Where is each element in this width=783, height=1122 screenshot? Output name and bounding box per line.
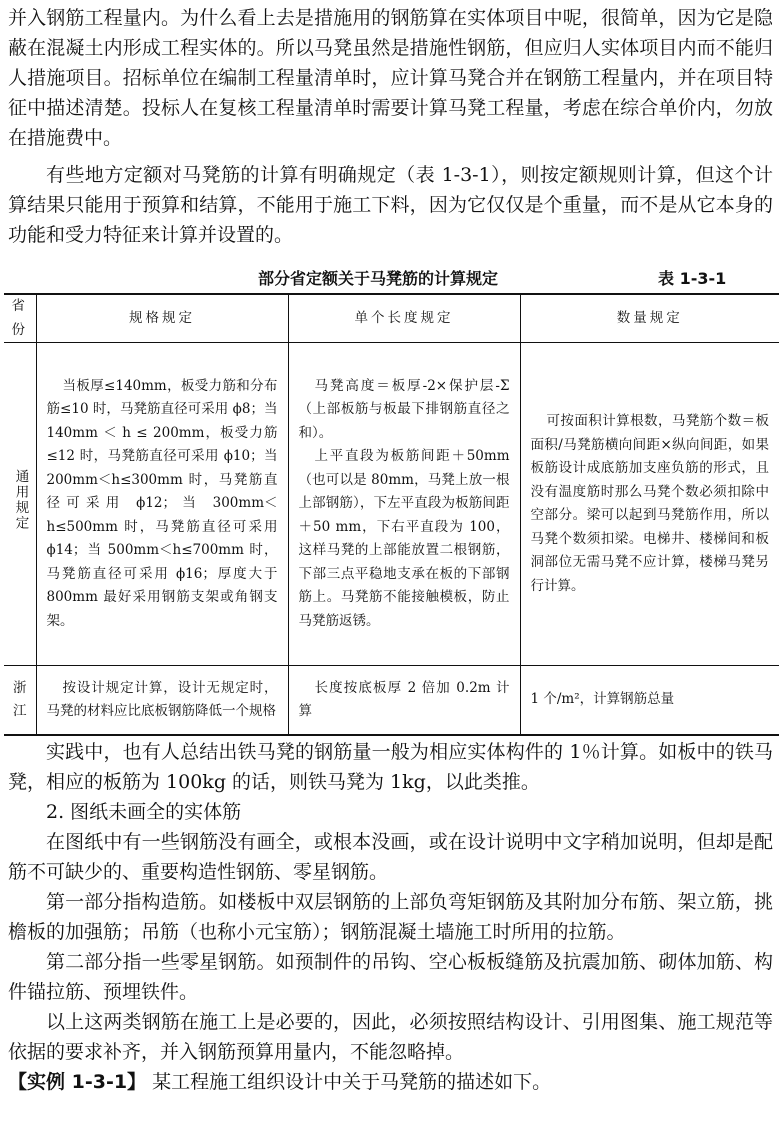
quantity-cell bbox=[520, 343, 779, 666]
table-title: 部分省定额关于马凳筋的计算规定 bbox=[258, 269, 499, 288]
table-row bbox=[4, 666, 779, 736]
quantity-text: 可按面积计算根数，马凳筋个数＝板面积/马凳筋横向间距×纵向间距，如果板筋设计成底筋加支座负筋的形式，且没有温度筋时那么马凳个数必须扣除中空部分。梁可以起到马凳筋作用，所以马凳个数须扣梁。电梯井、楼梯间和板洞部位无需马凳不应计算，楼梯马凳另行计算。 bbox=[530, 413, 769, 594]
body-paragraph: 并入钢筋工程量内。为什么看上去是措施用的钢筋算在实体项目中呢，很简单，因为它是隐蔽在混凝土内形成工程实体的。所以马凳虽然是措施性钢筋，但应归人实体项目内而不能归人措施项目。招标单位在编制工程量清单时，应计算马凳合并在钢筋工程量内，并在项目特征中描述清楚。投标人在复核工程量清单时需要计算马凳工程量，考虑在综合单价内，勿放在措施费中。 bbox=[8, 7, 773, 149]
rules-table bbox=[4, 293, 779, 736]
header-spec: 规格规定 bbox=[36, 294, 288, 343]
spec-text: 按设计规定计算，设计无规定时，马凳的材料应比底板钢筋降低一个规格 bbox=[46, 679, 278, 719]
example-text: 某工程施工组织设计中关于马凳筋的描述如下。 bbox=[146, 1071, 552, 1093]
length-text: 长度按底板厚 2 倍加 0.2m 计算 bbox=[298, 679, 510, 719]
example-paragraph bbox=[8, 1067, 773, 1097]
spec-cell bbox=[36, 666, 288, 736]
spec-text: 当板厚≤140mm，板受力筋和分布筋≤10 时，马凳筋直径可采用 ϕ8；当 140mm ＜ h ≤ 200mm，板受力筋≤12 时，马凳筋直径可采用 ϕ10；当 200mm＜h≤300mm 时，马凳筋直径可采用 ϕ12；当 300mm＜h≤500mm 时，马凳筋直径可采用 ϕ14；当 500mm＜h≤700mm 时，马凳筋直径可采用 ϕ16；厚度大于 800mm 最好采用钢筋支架或角钢支架。 bbox=[46, 377, 278, 629]
header-province: 省份 bbox=[4, 294, 36, 343]
length-cell bbox=[288, 343, 520, 666]
spec-cell bbox=[36, 343, 288, 666]
body-paragraph: 有些地方定额对马凳筋的计算有明确规定（表 1-3-1），则按定额规则计算，但这个计算结果只能用于预算和结算，不能用于施工下料，因为它仅仅是个重量，而不是从它本身的功能和受力特征来计算并设置的。 bbox=[8, 164, 773, 246]
length-text: 上平直段为板筋间距＋50mm（也可以是 80mm，马凳上放一根上部钢筋），下左平直段为板筋间距＋50 mm，下右平直段为 100，这样马凳的上部能放置二根钢筋，下部三点平稳地支承在板的下部钢筋上。马凳筋不能接触模板，防止马凳筋返锈。 bbox=[298, 448, 510, 629]
length-cell bbox=[288, 666, 520, 736]
example-label: 【实例 1-3-1】 bbox=[8, 1071, 147, 1093]
table-number: 表 1-3-1 bbox=[658, 269, 727, 288]
length-text: 马凳高度＝板厚-2×保护层-Σ（上部板筋与板最下排钢筋直径之和）。 bbox=[298, 377, 510, 441]
body-paragraph: 在图纸中有一些钢筋没有画全，或根本没画，或在设计说明中文字稍加说明，但却是配筋不可缺少的、重要构造性钢筋、零星钢筋。 bbox=[8, 831, 773, 883]
header-quantity: 数量规定 bbox=[520, 294, 779, 343]
body-paragraph: 实践中，也有人总结出铁马凳的钢筋量一般为相应实体构件的 1％计算。如板中的铁马凳，相应的板筋为 100kg 的话，则铁马凳为 1kg，以此类推。 bbox=[8, 741, 773, 793]
body-paragraph: 以上这两类钢筋在施工上是必要的，因此，必须按照结构设计、引用图集、施工规范等依据的要求补齐，并入钢筋预算用量内，不能忽略掉。 bbox=[8, 1011, 773, 1063]
table-header-row bbox=[4, 294, 779, 343]
header-length: 单个长度规定 bbox=[288, 294, 520, 343]
section-heading: 2. 图纸未画全的实体筋 bbox=[46, 801, 242, 823]
body-paragraph: 第一部分指构造筋。如楼板中双层钢筋的上部负弯矩钢筋及其附加分布筋、架立筋，挑檐板的加强筋；吊筋（也称小元宝筋）；钢筋混凝土墙施工时所用的拉筋。 bbox=[8, 891, 773, 943]
province-cell: 浙江 bbox=[4, 666, 36, 736]
province-label: 通用规定 bbox=[12, 468, 29, 531]
body-paragraph: 第二部分指一些零星钢筋。如预制件的吊钩、空心板板缝筋及抗震加筋、砌体加筋、构件锚拉筋、预埋铁件。 bbox=[8, 951, 773, 1003]
table-row bbox=[4, 343, 779, 666]
province-cell bbox=[4, 343, 36, 666]
quantity-cell: 1 个/m²，计算钢筋总量 bbox=[520, 666, 779, 736]
